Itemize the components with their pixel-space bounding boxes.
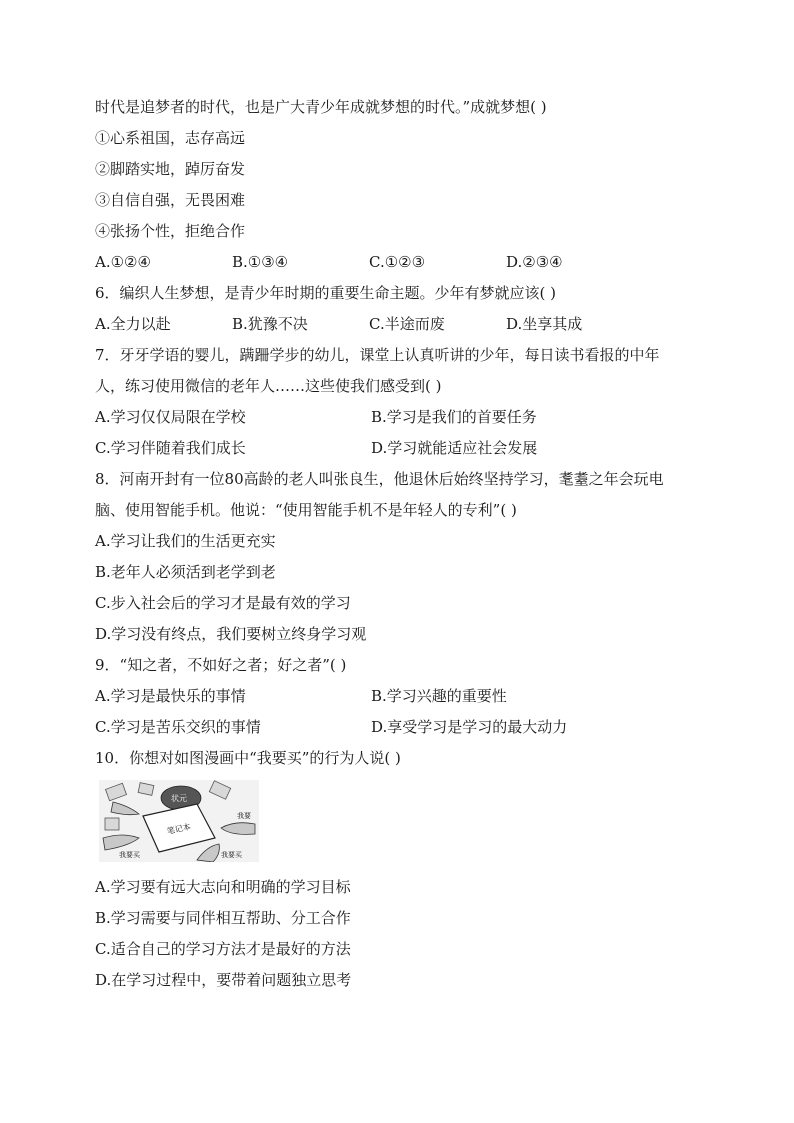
q8-option-b[interactable]: B.老年人必须活到老学到老 [95, 563, 276, 581]
q10-option-a[interactable]: A.学习要有远大志向和明确的学习目标 [95, 878, 351, 896]
q7-options-row-2 [95, 433, 705, 464]
q7-option-d[interactable]: D.学习就能适应社会发展 [371, 439, 538, 457]
q9-option-b[interactable]: B.学习兴趣的重要性 [371, 687, 507, 705]
q8-stem-line-1: 8．河南开封有一位80高龄的老人叫张良生，他退休后始终坚持学习，耄耋之年会玩电 [95, 470, 664, 488]
q5-option-d[interactable]: D.②③④ [506, 253, 563, 271]
q5-item-3: ③自信自强，无畏困难 [95, 191, 246, 209]
q5-option-b[interactable]: B.①③④ [232, 253, 289, 271]
question-list [95, 92, 705, 996]
q6-option-c[interactable]: C.半途而废 [369, 315, 445, 333]
q7-option-a[interactable]: A.学习仅仅局限在学校 [95, 408, 246, 426]
q6-stem: 6．编织人生梦想，是青少年时期的重要生命主题。少年有梦就应该( ) [95, 284, 557, 302]
cartoon-label-woyao: 我要 [237, 812, 251, 820]
q10-option-d[interactable]: D.在学习过程中，要带着问题独立思考 [95, 971, 352, 989]
cartoon-label-zhuangyuan: 状元 [171, 794, 187, 803]
q6-options [95, 309, 705, 340]
cartoon-illustration [99, 780, 259, 862]
q5-options [95, 247, 705, 278]
q8-stem-line-2: 脑、使用智能手机。他说：“使用智能手机不是年轻人的专利”( ) [95, 501, 517, 519]
q6-option-b[interactable]: B.犹豫不决 [232, 315, 308, 333]
q5-item-2: ②脚踏实地，踔厉奋发 [95, 160, 246, 178]
q5-item-4: ④张扬个性，拒绝合作 [95, 222, 246, 240]
q8-option-c[interactable]: C.步入社会后的学习才是最有效的学习 [95, 594, 351, 612]
q9-options-row-1 [95, 681, 705, 712]
q8-option-a[interactable]: A.学习让我们的生活更充实 [95, 532, 276, 550]
q10-option-c[interactable]: C.适合自己的学习方法才是最好的方法 [95, 940, 351, 958]
q7-stem-line-2: 人，练习使用微信的老年人……这些使我们感受到( ) [95, 377, 442, 395]
q5-option-c[interactable]: C.①②③ [369, 253, 426, 271]
q9-stem: 9．“知之者，不如好之者；好之者”( ) [95, 656, 347, 674]
q7-stem-line-1: 7．牙牙学语的婴儿，蹒跚学步的幼儿，课堂上认真听讲的少年，每日读书看报的中年 [95, 346, 660, 364]
q8-option-d[interactable]: D.学习没有终点，我们要树立终身学习观 [95, 625, 367, 643]
q5-item-1: ①心系祖国，志存高远 [95, 129, 246, 147]
q7-option-b[interactable]: B.学习是我们的首要任务 [371, 408, 537, 426]
q6-option-d[interactable]: D.坐享其成 [506, 315, 583, 333]
q7-options-row-1 [95, 402, 705, 433]
q10-stem: 10．你想对如图漫画中“我要买”的行为人说( ) [95, 749, 401, 767]
cartoon-label-woyaomai-left: 我要买 [119, 851, 140, 859]
q10-option-b[interactable]: B.学习需要与同伴相互帮助、分工合作 [95, 909, 351, 927]
q5-option-a[interactable]: A.①②④ [95, 253, 151, 271]
cartoon-label-notebook: 笔记本 [166, 822, 192, 836]
q7-option-c[interactable]: C.学习伴随着我们成长 [95, 439, 246, 457]
q9-option-d[interactable]: D.享受学习是学习的最大动力 [371, 718, 568, 736]
q9-option-c[interactable]: C.学习是苦乐交织的事情 [95, 718, 261, 736]
q5-stem: 时代是追梦者的时代，也是广大青少年成就梦想的时代。”成就梦想( ) [95, 98, 547, 116]
q9-option-a[interactable]: A.学习是最快乐的事情 [95, 687, 246, 705]
q9-options-row-2 [95, 712, 705, 743]
cartoon-label-woyaomai-right: 我要买 [221, 851, 242, 859]
q6-option-a[interactable]: A.全力以赴 [95, 315, 171, 333]
